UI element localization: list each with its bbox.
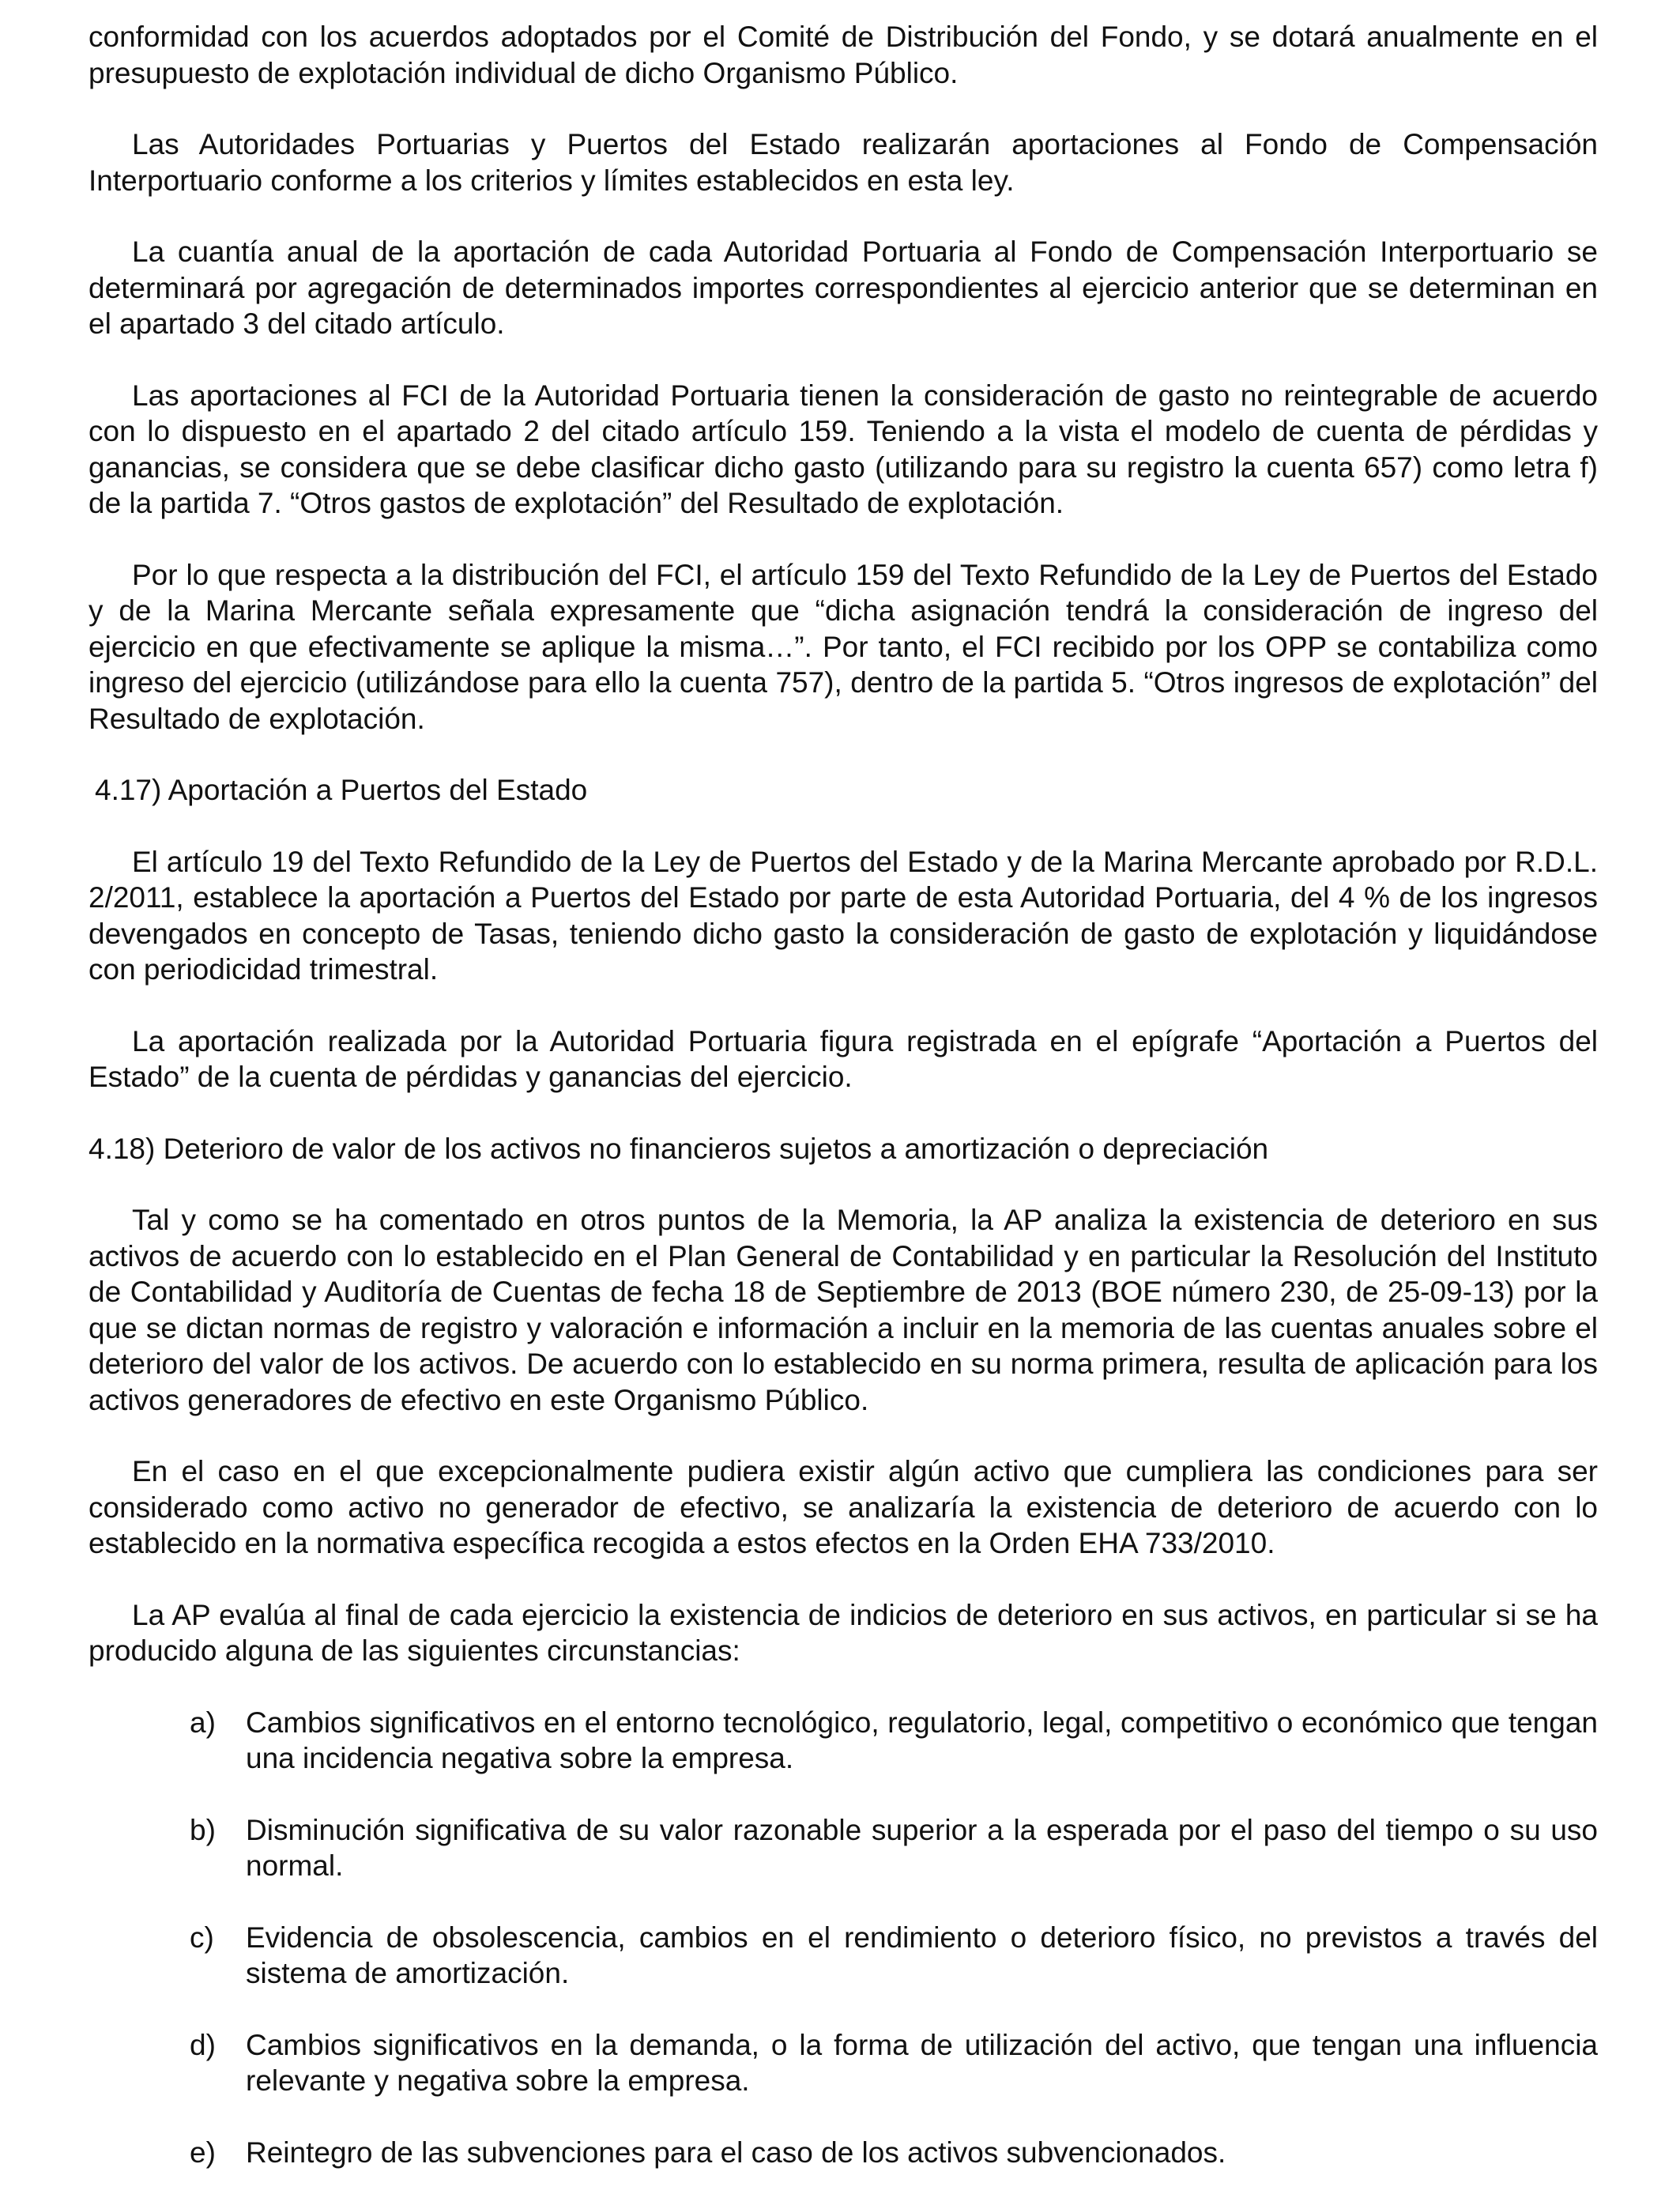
paragraph-cuantia-anual: La cuantía anual de la aportación de cada Autoridad Portuaria al Fondo de Compensación Interportuario se determinará por agregación de determinados importes correspondientes al ejercicio anterior que se determinan en el apartado 3 del citado artículo. [89,236,1598,340]
list-item-text: Cambios significativos en la demanda, o la forma de utilización del activo, que tengan una influencia relevante y negativa sobre la empresa. [246,2028,1598,2097]
list-marker: d) [190,2028,216,2061]
paragraph-fondo-continuation: conformidad con los acuerdos adoptados por el Comité de Distribución del Fondo, y se dotará anualmente en el presupuesto de explotación individual de dicho Organismo Público. [89,21,1598,89]
circumstances-list [89,1705,1598,2171]
paragraph-deterioro-activos: Tal y como se ha comentado en otros puntos de la Memoria, la AP analiza la existencia de deterioro en sus activos de acuerdo con lo establecido en el Plan General de Contabilidad y en particular la Resolución del Instituto de Contabilidad y Auditoría de Cuentas de fecha 18 de Septiembre de 2013 (BOE número 230, de 25-09-13) por la que se dictan normas de registro y valoración e información a incluir en la memoria de las cuentas anuales sobre el deterioro del valor de los activos. De acuerdo con lo establecido en su norma primera, resulta de aplicación para los activos generadores de efectivo en este Organismo Público. [89,1204,1598,1416]
list-marker: b) [190,1813,216,1846]
paragraph-articulo-19: El artículo 19 del Texto Refundido de la Ley de Puertos del Estado y de la Marina Mercante aprobado por R.D.L. 2/2011, establece la aportación a Puertos del Estado por parte de esta Autoridad Portuaria, del 4 % de los ingresos devengados en concepto de Tasas, teniendo dicho gasto la consideración de gasto de explotación y liquidándose con periodicidad trimestral. [89,845,1598,986]
list-marker: e) [190,2136,216,2169]
list-item [89,2027,1598,2099]
list-item-text: Cambios significativos en el entorno tecnológico, regulatorio, legal, competitivo o económico que tengan una incidencia negativa sobre la empresa. [246,1706,1598,1774]
document-page [89,19,1598,2170]
list-item [89,1812,1598,1884]
paragraph-gasto-no-reintegrable: Las aportaciones al FCI de la Autoridad Portuaria tienen la consideración de gasto no reintegrable de acuerdo con lo dispuesto en el apartado 2 del citado artículo 159. Teniendo a la vista el modelo de cuenta de pérdidas y ganancias, se considera que se debe clasificar dicho gasto (utilizando para su registro la cuenta 657) como letra f) de la partida 7. “Otros gastos de explotación” del Resultado de explotación. [89,379,1598,519]
paragraph-aportacion-registrada: La aportación realizada por la Autoridad Portuaria figura registrada en el epígrafe “Aportación a Puertos del Estado” de la cuenta de pérdidas y ganancias del ejercicio. [89,1024,1598,1093]
list-item-text: Reintegro de las subvenciones para el caso de los activos subvencionados. [246,2136,1226,2169]
paragraph-distribucion-fci: Por lo que respecta a la distribución del FCI, el artículo 159 del Texto Refundido de la Ley de Puertos del Estado y de la Marina Mercante señala expresamente que “dicha asignación tendrá la consideración de ingreso del ejercicio en que efectivamente se aplique la misma…”. Por tanto, el FCI recibido por los OPP se contabiliza como ingreso del ejercicio (utilizándose para ello la cuenta 757), dentro de la partida 5. “Otros ingresos de explotación” del Resultado de explotación. [89,558,1598,735]
list-marker: c) [190,1921,214,1954]
list-item-text: Disminución significativa de su valor razonable superior a la esperada por el paso del tiempo o su uso normal. [246,1813,1598,1882]
paragraph-aportaciones-fci: Las Autoridades Portuarias y Puertos del Estado realizarán aportaciones al Fondo de Compensación Interportuario conforme a los criterios y límites establecidos en esta ley. [89,128,1598,197]
section-heading-4-17: 4.17) Aportación a Puertos del Estado [95,774,588,806]
paragraph-indicios-deterioro: La AP evalúa al final de cada ejercicio la existencia de indicios de deterioro en sus activos, en particular si se ha producido alguna de las siguientes circunstancias: [89,1598,1598,1667]
list-item [89,1920,1598,1992]
list-item [89,2135,1598,2171]
list-item [89,1705,1598,1777]
list-marker: a) [190,1706,216,1739]
list-item-text: Evidencia de obsolescencia, cambios en el rendimiento o deterioro físico, no previstos a través del sistema de amortización. [246,1921,1598,1989]
paragraph-activo-no-generador: En el caso en el que excepcionalmente pudiera existir algún activo que cumpliera las condiciones para ser considerado como activo no generador de efectivo, se analizaría la existencia de deterioro de acuerdo con lo establecido en la normativa específica recogida a estos efectos en la Orden EHA 733/2010. [89,1455,1598,1559]
section-heading-4-18: 4.18) Deterioro de valor de los activos no financieros sujetos a amortización o depreciación [89,1132,1269,1165]
